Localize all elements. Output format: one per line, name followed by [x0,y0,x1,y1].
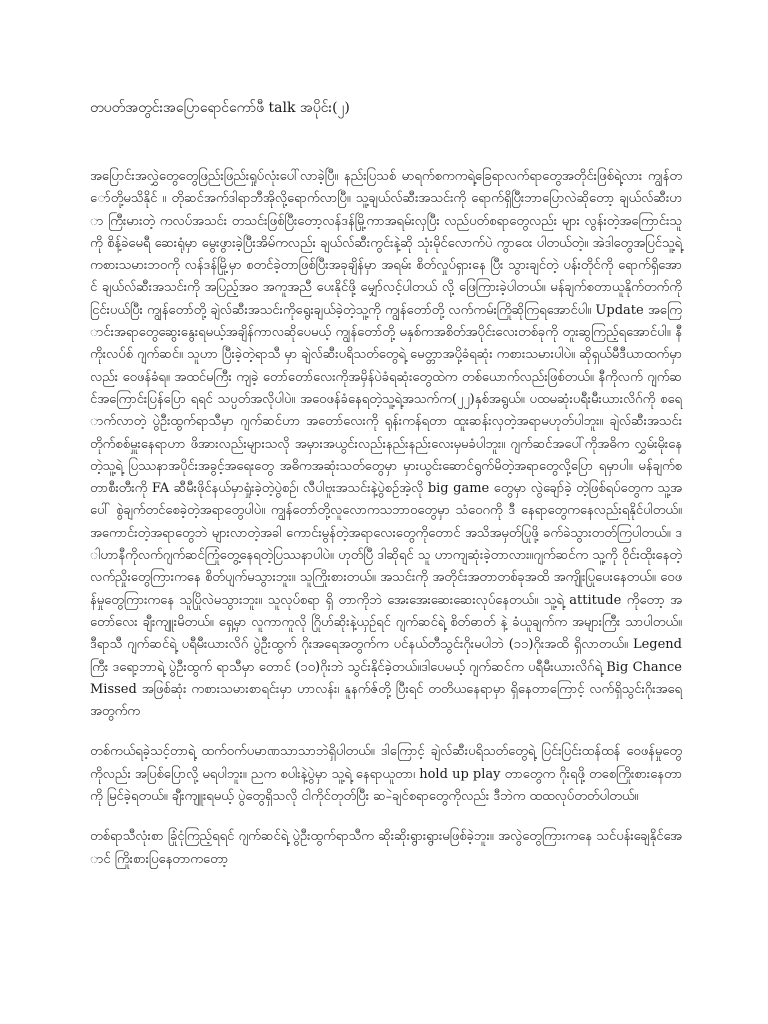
body-paragraph: တစ်ကယ်ရခဲ့သင့်တာရဲ့ ထက်ဝက်ပမာဏသာသာဘဲရှိပါတယ်။ ဒါကြောင့် ချဲလ်ဆီးပရိသတ်တွေရဲ့ ပြင်းပြင်းထန်ထန် ဝေဖန်မှုတွေကိုလည်း အပြစ်ပြောလို့ မရပါဘူး။ ညက စပါးနဲ့ပွဲမှာ သူ့ရဲ့ နေရာယူတာ၊ hold up play တာတွေက ဂိုးရဖို့ တစေကြိုးစားနေတာကို မြင်ခဲ့ရတယ်။ ချီးကျူးရမယ့် ပွဲတွေရှိသလို ငါကိုင်တုတ်ပြီး ဆ-ဲချင်စရာတွေကိုလည်း ဒီဘဲက ထထလုပ်တတ်ပါတယ်။ [90,744,682,805]
document-title: တပတ်အတွင်းအပြောရောင်ကော်ဖီ talk အပိုင်း(၂) [90,100,350,116]
body-paragraph: တစ်ရာသီလုံးစာ ခြုံငုံကြည့်ရရင် ဂျက်ဆင်ရဲ့ ပွဲဦးထွက်ရာသီက ဆိုးဆိုးရွားရွားမဖြစ်ခဲ့ဘူး။ အလွဲတွေကြားကနေ သင်ပန်းချေနိုင်အောင် ကြိုးစားပြနေတာကတော့ [90,829,682,867]
body-paragraph: အပြောင်းအလွှဲတွေတွေဖြည်းဖြည်းရှုပ်လုံးပေါ်လာခဲ့ပြီ။ နည်းပြသစ် မာရက်စကကရဲ့ခြေရာလက်ရာတွေအတိုင်းဖြစ်ရဲ့လား ကျွန်တော်တို့မသိနိုင် ။ တိုဆင်အက်ဒါရာဘီအိုလို့ရောက်လာပြီ။ သူ့ချယ်လ်ဆီးအသင်းကို ရောက်ရှိပြီးဘာပြောလဲဆိုတော့ ချယ်လ်ဆီးဟာ ကြီးမားတဲ့ ကလပ်အသင်း တသင်းဖြစ်ပြီးတော့လန်ဒန်မြို့ကာအရမ်းလှပြီး လည်ပတ်စရာတွေလည်း များ လွန်းတဲ့အကြောင်းသူကို စိန့်ခဲမေရီ ဆေးရုံမှာ မွေးဖွားခဲ့ပြီးအိမ်ကလည်း ချယ်လ်ဆီးကွင်းနဲ့ဆို သုံးမိုင်လောက်ပဲ ကွာဝေး ပါတယ်တဲ့။ အဲဒါတွေအပြင်သူ့ရဲ့ ကစားသမားဘဝကို လန်ဒန်မြို့မှာ စတင်ခဲ့တာဖြစ်ပြီးအခုချိန်မှာ အရမ်း စိတ်လှုပ်ရှားနေ ပြီး သွားချင်တဲ့ ပန်းတိုင်ကို ရောက်ရှိအောင် ချယ်လ်ဆီးအသင်းကို အပြည့်အဝ အကူအညီ ပေးနိုင်ဖို့ မျှော်လင့်ပါတယ် လို့ ဖြေကြားခဲ့ပါတယ်။ မန်ချက်စတာယူနိုက်တက်ကိုငြင်းပယ်ပြီး ကျွန်တော်တို့ ချဲလ်ဆီးအသင်းကိုရွေးချယ်ခဲ့တဲ့သူ့ကို ကျွန်တော်တို့ လက်ကမ်းကြိုဆိုကြရအောင်ပါ။ Update အကြောင်းအရာတွေဆွေးနွေးရမယ့်အချိန်ကာလဆိုပေမယ့် ကျွန်တော်တို့ မနှစ်ကအစိတ်အပိုင်းလေးတစ်ခုကို တူးဆွကြည့်ရအောင်ပါ။ နီကိုးလပ်စ် ဂျက်ဆင်။ သူဟာ ပြီးခဲ့တဲ့ရာသီ မှာ ချဲလ်ဆီးပရိသတ်တွေရဲ့ မေတ္တာအပို့ခံရဆုံး ကစားသမားပါပဲ။ ဆိုရှယ်မီဒီယာထက်မှာလည်း ဝေဖန်ခံရ။ အထင်မကြီး ကျခဲ့ တော်တော်လေးကိုအမှိန်ပဲခံရဆုံးတွေထဲက တစ်ယောက်လည်းဖြစ်တယ်။ နီကိုလက် ဂျက်ဆင်အကြောင်းပြန်ပြော ရရင် သပ္ပတ်အလိုပါပဲ။ အဝေဖန်ခံနေရတဲ့သူ့ရဲ့အသက်က(၂၂)နှစ်အရွယ်။ ပထမဆုံးပရီးမီးယားလိဂ်ကို စရောက်လာတဲ့ ပွဲဦးထွက်ရာသီမှာ ဂျက်ဆင်ဟာ အတော်လေးကို ရုန်းကန်ရတာ ထူးဆန်းလှတဲ့အရာမဟုတ်ပါဘူး။ ချဲလ်ဆီးအသင်း တိုက်စစ်မှူးနေရာဟာ ဖိအားလည်းများသလို အမှားအယွင်းလည်းနည်းနည်းလေးမှမခံပါဘူး။ ဂျက်ဆင်အပေါ်ကိုအဓိက လွှမ်းမိုးနေတဲ့သူ့ရဲ့ ပြဿနာအပိုင်းအခွင့်အရေးတွေ အဓိကအဆုံးသတ်တွေမှာ မှားယွင်းဆောင်ရွက်မိတဲ့အရာတွေလို့ပြော ရမှာပါ။ မန်ချက်စတာစီးတီးကို FA ဆီမီးဖိုင်နယ်မှာရှုံးခဲ့တဲ့ပွဲစဉ်၊ လီပါဗူးအသင်းနဲ့ပွဲစဉ်အဲ့လို big game တွေမှာ လွဲချော်ခဲ့ တဲ့ဖြစ်ရပ်တွေက သူ့အပေါ် စွဲချက်တင်စေခဲ့တဲ့အရာတွေပါပဲ။ ကျွန်တော်တို့လူလောကသဘာဝတွေမှာ သံဝေဂကို ဒီ နေရာတွေကနေလည်းရနိုင်ပါတယ်။ အကောင်းတဲ့အရာတွေဘဲ များလာတဲ့အခါ ကောင်းမွန်တဲ့အရာလေးတွေကိုတောင် အသိအမှတ်ပြုဖို့ ခက်ခဲသွားတတ်ကြပါတယ်။ ဒါဟာနီကိုလက်ဂျက်ဆင်ကြုံတွေ့နေရတဲ့ပြဿနာပါပဲ။ ဟုတ်ပြီ ဒါဆိုရင် သူ ဟာကျဆုံးခဲ့တာလား။ဂျက်ဆင်က သူ့ကို ဝိုင်းထိုးနေတဲ့ လက်ညှိုးတွေကြားကနေ စိတ်ပျက်မသွားဘူး။ သူကြိုးစားတယ်။ အသင်းကို အတိုင်းအတာတစ်ခုအထိ အကျိုးပြုပေးနေတယ်။ ဝေဖန်မှုတွေကြားကနေ သူပြိုလဲမသွားဘူး။ သူလုပ်စရာ ရှိ တာကိုဘဲ အေးအေးဆေးဆေးလုပ်နေတယ်။ သူ့ရဲ့ attitude ကိုတော့ အတော်လေး ချီးကျူးမိတယ်။ ရှေ့မှာ လူကာကူလို ဂြိုဟ်ဆိုးနဲ့ယှဉ်ရင် ဂျက်ဆင်ရဲ့ စိတ်ဓာတ် နဲ့ ခံယူချက်က အများကြီး သာပါတယ်။ ဒီရာသီ ဂျက်ဆင်ရဲ့ ပရီမီးယားလိဂ် ပွဲဦးထွက် ဂိုးအရေအတွက်က ပင်နယ်တီသွင်းဂိုးမပါဘဲ (၁၁)ဂိုးအထိ ရှိလာတယ်။ Legend ကြီး ဒရော့ဘာရဲ့ ပွဲဦးထွက် ရာသီမှာ တောင် (၁၀)ဂိုးဘဲ သွင်းနိုင်ခဲ့တယ်။ဒါပေမယ့် ဂျက်ဆင်က ပရီမီးယားလိဂ်ရဲ့ Big Chance Missed အဖြစ်ဆုံး ကစားသမားစာရင်းမှာ ဟာလန်း၊ နူနက်ဇ်တို့ ပြီးရင် တတိယနေရာမှာ ရှိနေတာကြောင့် လက်ရှိသွင်းဂိုးအရေအတွက်က [90,169,682,720]
